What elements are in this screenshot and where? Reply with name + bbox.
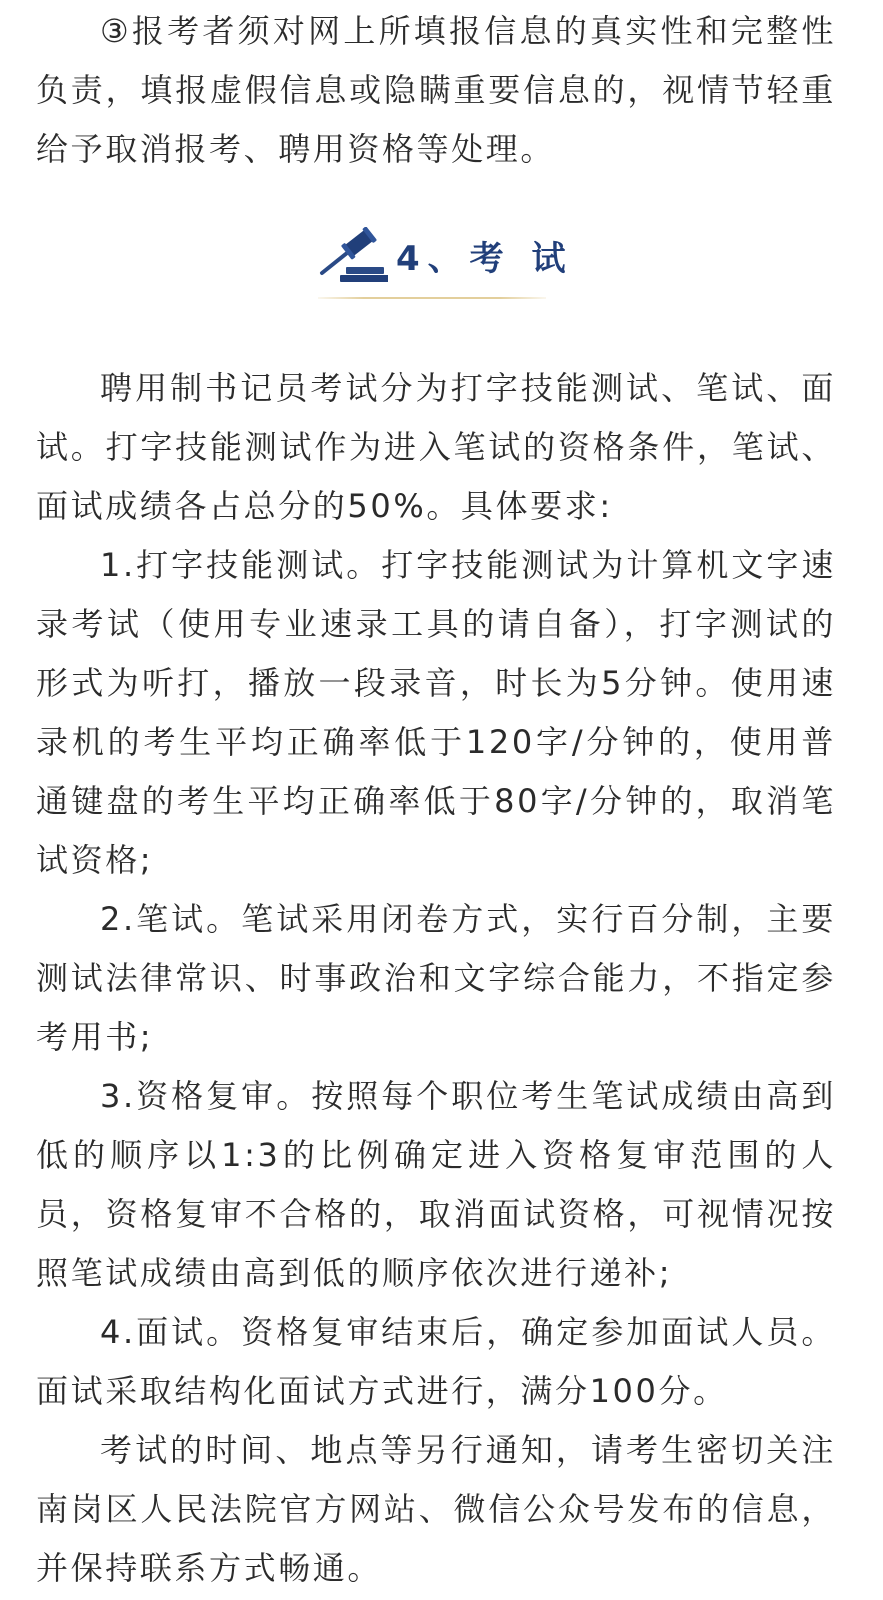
paragraph-interview: 4.面试。资格复审结束后，确定参加面试人员。面试采取结构化面试方式进行，满分100分。 xyxy=(36,1313,836,1410)
section-title: 4、考 试 xyxy=(396,239,574,279)
section-heading xyxy=(36,179,836,359)
section-divider xyxy=(318,297,546,299)
paragraph-responsibility: ③报考者须对网上所填报信息的真实性和完整性负责，填报虚假信息或隐瞒重要信息的，视情节轻重给予取消报考、聘用资格等处理。 xyxy=(36,12,836,168)
article-body xyxy=(36,0,836,1598)
gavel-icon xyxy=(318,227,388,287)
section-heading-group xyxy=(318,227,574,297)
paragraph-exam-overview: 聘用制书记员考试分为打字技能测试、笔试、面试。打字技能测试作为进入笔试的资格条件，笔试、面试成绩各占总分的50%。具体要求: xyxy=(36,369,836,525)
paragraph-written-test: 2.笔试。笔试采用闭卷方式，实行百分制，主要测试法律常识、时事政治和文字综合能力，不指定参考用书; xyxy=(36,900,836,1056)
paragraph-typing-test: 1.打字技能测试。打字技能测试为计算机文字速录考试（使用专业速录工具的请自备），打字测试的形式为听打，播放一段录音，时长为5分钟。使用速录机的考生平均正确率低于120字/分钟的，使用普通键盘的考生平均正确率低于80字/分钟的，取消笔试资格; xyxy=(36,546,836,879)
paragraph-notice: 考试的时间、地点等另行通知，请考生密切关注南岗区人民法院官方网站、微信公众号发布的信息，并保持联系方式畅通。 xyxy=(36,1431,836,1587)
paragraph-qualification-review: 3.资格复审。按照每个职位考生笔试成绩由高到低的顺序以1:3的比例确定进入资格复审范围的人员，资格复审不合格的，取消面试资格，可视情况按照笔试成绩由高到低的顺序依次进行递补; xyxy=(36,1077,836,1292)
